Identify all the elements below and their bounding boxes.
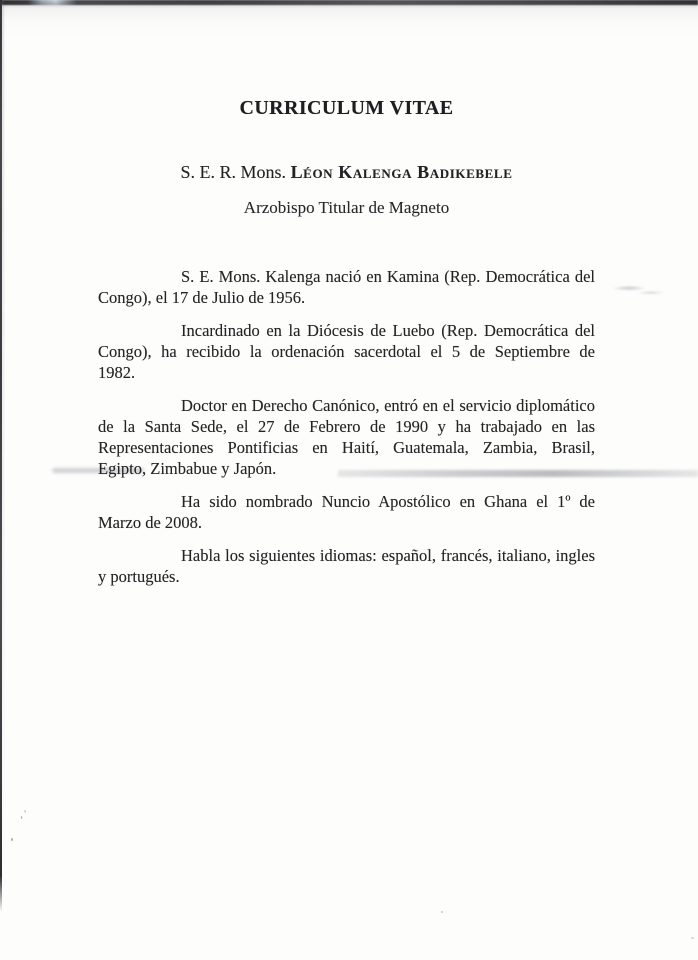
scan-edge-left-shadow: [2, 0, 4, 905]
paragraph-line: Representaciones Pontificias en Haití, Guatemala, Zambia, Brasil,: [98, 438, 595, 457]
paragraph: [98, 491, 595, 533]
paragraph-line: Incardinado en la Diócesis de Luebo (Rep. Democrática del: [181, 321, 595, 340]
paragraph: [98, 545, 595, 587]
name-prefix: S. E. R. Mons.: [180, 162, 291, 182]
paragraph: [98, 320, 595, 383]
paragraph: [98, 395, 595, 479]
scan-speck: [691, 937, 694, 939]
scan-edge-top-shadow: [0, 3, 698, 7]
scan-speck-dot: [11, 838, 13, 841]
paragraph-line: y portugués.: [98, 567, 180, 586]
paragraph-line: S. E. Mons. Kalenga nació en Kamina (Rep. Democrática del: [181, 267, 595, 286]
paragraph-line: Egipto, Zimbabue y Japón.: [98, 459, 277, 478]
paragraph-line: Ha sido nombrado Nuncio Apostólico en Ghana el 1º de: [181, 492, 595, 511]
person-name: Léon Kalenga Badikebele: [290, 162, 513, 182]
document-subtitle: Arzobispo Titular de Magneto: [243, 198, 450, 217]
scan-smudge: [613, 283, 667, 296]
paragraph: [98, 266, 595, 308]
paragraph-line: Marzo de 2008.: [98, 513, 203, 532]
name-heading: [98, 162, 595, 183]
paragraph-line: de la Santa Sede, el 27 de Febrero de 1990 y ha trabajado en las: [98, 417, 595, 436]
scan-speck: [441, 911, 443, 913]
document-title: CURRICULUM VITAE: [239, 97, 454, 119]
paragraph-line: Doctor en Derecho Canónico, entró en el servicio diplomático: [181, 396, 595, 415]
paragraph-line: Congo), el 17 de Julio de 1956.: [98, 288, 306, 307]
paragraph-line: Habla los siguientes idiomas: español, francés, italiano, ingles: [181, 546, 595, 565]
paragraph-line: Congo), ha recibido la ordenación sacerdotal el 5 de Septiembre de: [98, 342, 595, 361]
scan-pen-mark: ,ʹ: [19, 808, 30, 821]
paragraph-line: 1982.: [98, 363, 136, 382]
document-body: [98, 266, 595, 587]
